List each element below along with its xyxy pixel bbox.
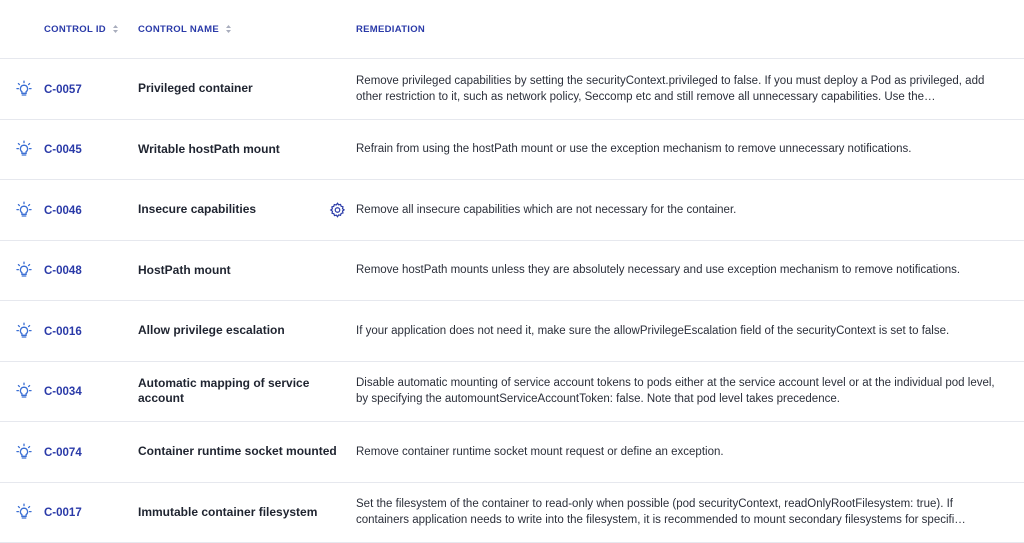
- cell-control-name: [138, 263, 356, 278]
- column-header-control-name[interactable]: [138, 24, 356, 35]
- cell-control-id: [44, 384, 138, 398]
- cell-remediation: [356, 444, 1024, 460]
- control-id-link[interactable]: C-0017: [44, 507, 82, 519]
- control-id-link[interactable]: C-0048: [44, 265, 82, 277]
- control-id-link[interactable]: C-0057: [44, 84, 82, 96]
- cell-icon: [0, 80, 44, 98]
- lightbulb-icon: [16, 322, 32, 340]
- cell-control-id: [44, 324, 138, 338]
- column-header-label: CONTROL ID: [44, 24, 106, 35]
- control-name: Automatic mapping of service account: [138, 376, 356, 406]
- control-name: Writable hostPath mount: [138, 142, 356, 157]
- remediation-text: Set the filesystem of the container to read-only when possible (pod securityContext, readOnlyRootFilesystem: true). If containers application needs to write into the filesystem, it is recommended to mount secondary filesystems for specifi…: [356, 496, 1004, 528]
- cell-control-name: [138, 202, 356, 217]
- cell-remediation: [356, 375, 1024, 407]
- cell-control-id: [44, 82, 138, 96]
- table-header: [0, 0, 1024, 59]
- remediation-text: Remove privileged capabilities by setting the securityContext.privileged to false. If you must deploy a Pod as privileged, add other restriction to it, such as network policy, Seccomp etc and still remove all unnecessary capabilities. Use the…: [356, 73, 1004, 105]
- settings-gear-icon[interactable]: [329, 201, 346, 218]
- table-row[interactable]: [0, 120, 1024, 181]
- cell-remediation: [356, 496, 1024, 528]
- control-name: Allow privilege escalation: [138, 323, 356, 338]
- cell-control-name: [138, 323, 356, 338]
- control-name: Immutable container filesystem: [138, 505, 356, 520]
- cell-remediation: [356, 323, 1024, 339]
- sort-icon[interactable]: [112, 24, 119, 34]
- cell-icon: [0, 322, 44, 340]
- cell-remediation: [356, 73, 1024, 105]
- sort-icon[interactable]: [225, 24, 232, 34]
- remediation-text: Remove container runtime socket mount request or define an exception.: [356, 444, 1004, 460]
- cell-control-id: [44, 263, 138, 277]
- remediation-text: Refrain from using the hostPath mount or use the exception mechanism to remove unnecessary notifications.: [356, 141, 1004, 157]
- cell-icon: [0, 201, 44, 219]
- lightbulb-icon: [16, 201, 32, 219]
- lightbulb-icon: [16, 503, 32, 521]
- lightbulb-icon: [16, 80, 32, 98]
- lightbulb-icon: [16, 443, 32, 461]
- cell-icon: [0, 140, 44, 158]
- control-id-link[interactable]: C-0074: [44, 447, 82, 459]
- lightbulb-icon: [16, 140, 32, 158]
- remediation-text: If your application does not need it, make sure the allowPrivilegeEscalation field of the securityContext is set to false.: [356, 323, 1004, 339]
- cell-control-id: [44, 505, 138, 519]
- table-row[interactable]: [0, 362, 1024, 423]
- cell-icon: [0, 503, 44, 521]
- lightbulb-icon: [16, 382, 32, 400]
- control-name: Container runtime socket mounted: [138, 444, 356, 459]
- table-row[interactable]: [0, 59, 1024, 120]
- cell-control-name: [138, 142, 356, 157]
- table-row[interactable]: [0, 241, 1024, 302]
- control-name: Insecure capabilities: [138, 202, 356, 217]
- cell-control-name: [138, 81, 356, 96]
- cell-control-id: [44, 445, 138, 459]
- control-name: HostPath mount: [138, 263, 356, 278]
- cell-control-name: [138, 505, 356, 520]
- control-id-link[interactable]: C-0016: [44, 326, 82, 338]
- remediation-text: Remove all insecure capabilities which are not necessary for the container.: [356, 202, 1004, 218]
- table-row[interactable]: [0, 180, 1024, 241]
- cell-remediation: [356, 141, 1024, 157]
- cell-icon: [0, 443, 44, 461]
- cell-control-name: [138, 376, 356, 406]
- cell-remediation: [356, 262, 1024, 278]
- table-row[interactable]: [0, 483, 1024, 543]
- table-body: [0, 59, 1024, 543]
- column-header-control-id[interactable]: [44, 24, 138, 35]
- cell-control-id: [44, 203, 138, 217]
- table-row[interactable]: [0, 301, 1024, 362]
- cell-icon: [0, 261, 44, 279]
- cell-control-name: [138, 444, 356, 459]
- control-name: Privileged container: [138, 81, 356, 96]
- remediation-text: Remove hostPath mounts unless they are absolutely necessary and use exception mechanism to remove notifications.: [356, 262, 1004, 278]
- cell-remediation: [356, 202, 1024, 218]
- lightbulb-icon: [16, 261, 32, 279]
- remediation-text: Disable automatic mounting of service account tokens to pods either at the service account level or at the individual pod level, by specifying the automountServiceAccountToken: false. Note that pod level takes precedence.: [356, 375, 1004, 407]
- control-id-link[interactable]: C-0046: [44, 205, 82, 217]
- control-id-link[interactable]: C-0045: [44, 144, 82, 156]
- column-header-remediation: [356, 24, 1024, 35]
- column-header-label: CONTROL NAME: [138, 24, 219, 35]
- table-row[interactable]: [0, 422, 1024, 483]
- cell-icon: [0, 382, 44, 400]
- control-id-link[interactable]: C-0034: [44, 386, 82, 398]
- cell-control-id: [44, 142, 138, 156]
- column-header-label: REMEDIATION: [356, 24, 425, 35]
